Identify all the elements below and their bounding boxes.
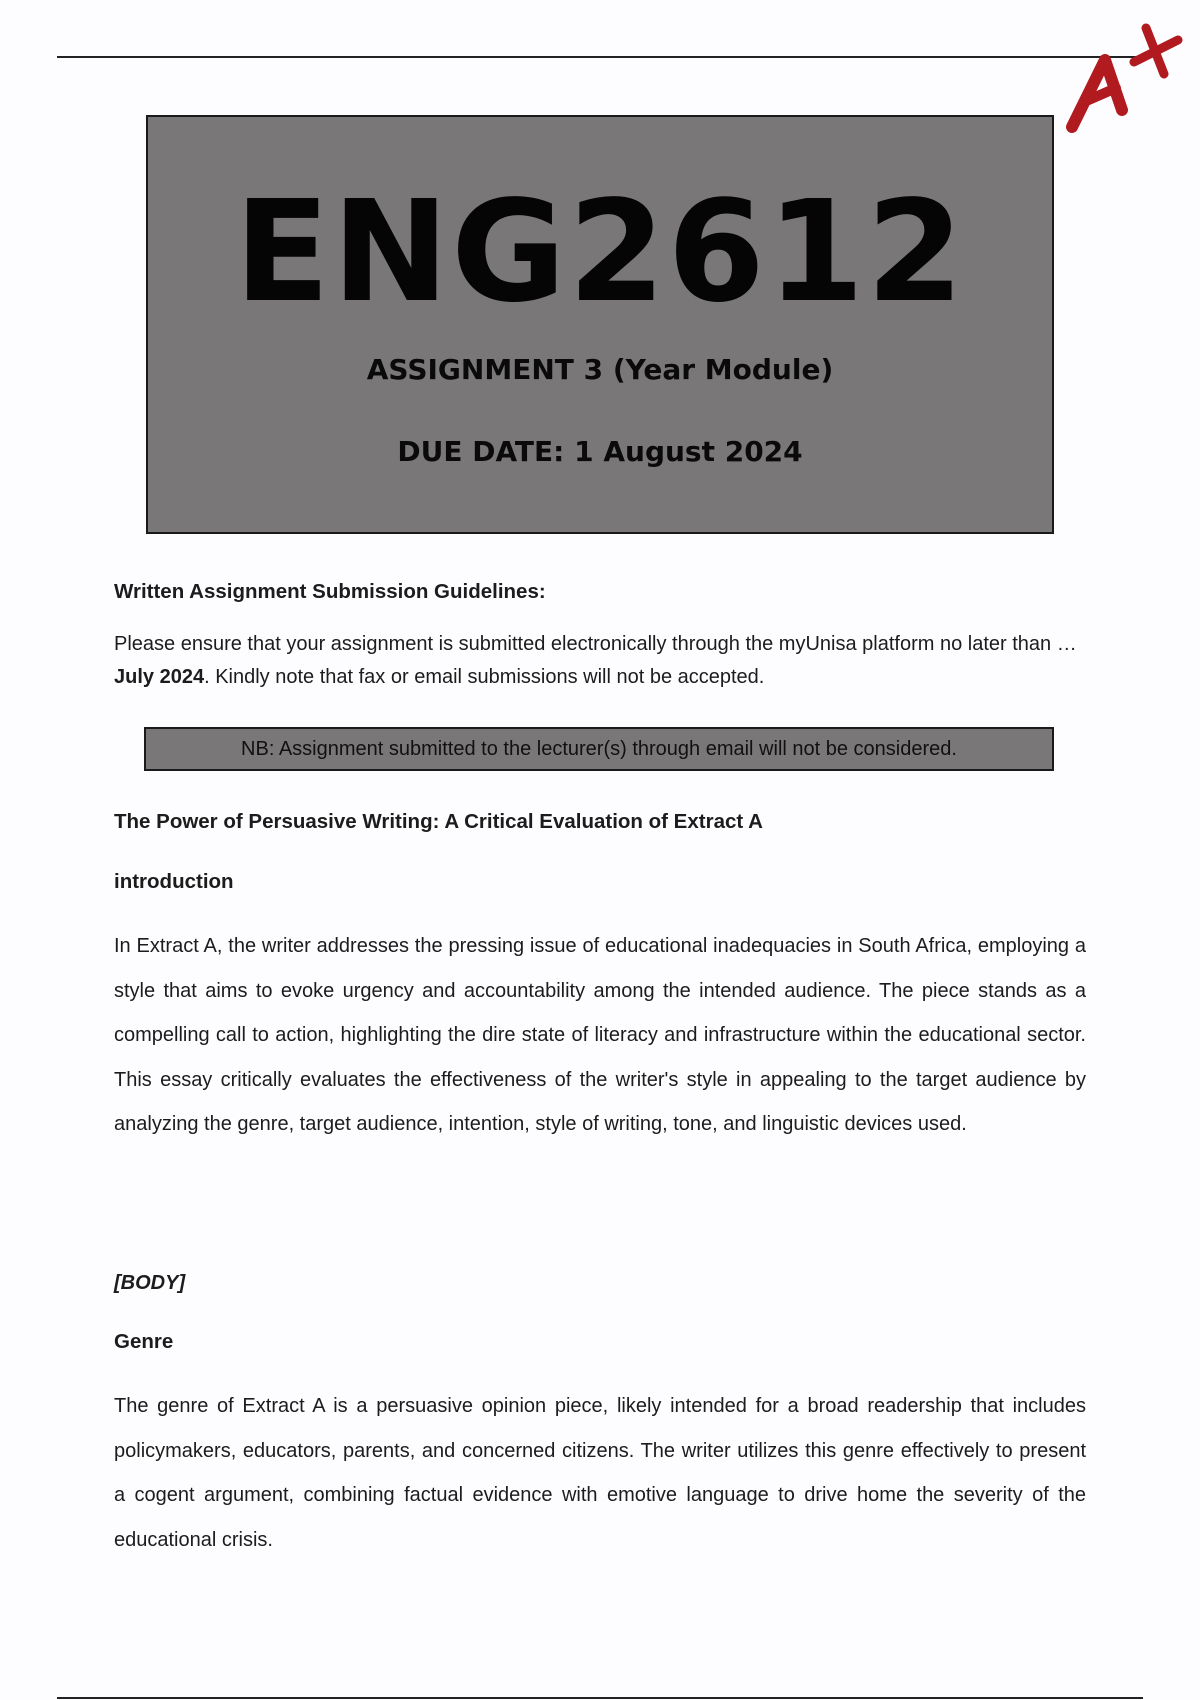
- nb-notice: NB: Assignment submitted to the lecturer(s) through email will not be considered.: [144, 727, 1054, 771]
- course-code: ENG2612: [234, 171, 966, 334]
- guidelines-heading: Written Assignment Submission Guidelines:: [114, 580, 546, 603]
- body-marker: [BODY]: [114, 1272, 186, 1294]
- intro-paragraph: In Extract A, the writer addresses the pressing issue of educational inadequacies in South Africa, employing a style that aims to evoke urgency and accountability among the intended audience. The piece stands as a compelling call to action, highlighting the dire state of literacy and infrastructure within the educational sector. This essay critically evaluates the effectiveness of the writer's style in appealing to the target audience by analyzing the genre, target audience, intention, style of writing, tone, and linguistic devices used.: [114, 935, 1086, 1135]
- due-date: DUE DATE: 1 August 2024: [397, 435, 803, 468]
- intro-heading: introduction: [114, 870, 234, 893]
- cover-box: [146, 115, 1054, 534]
- genre-paragraph: The genre of Extract A is a persuasive opinion piece, likely intended for a broad readership that includes policymakers, educators, parents, and concerned citizens. The writer utilizes this genre effectively to present a cogent argument, combining factual evidence with emotive language to drive home the severity of the educational crisis.: [114, 1395, 1086, 1551]
- guidelines-text-after: . Kindly note that fax or email submissions will not be accepted.: [204, 666, 765, 688]
- top-rule: [57, 56, 1143, 58]
- assignment-title: ASSIGNMENT 3 (Year Module): [366, 353, 834, 386]
- essay-title: The Power of Persuasive Writing: A Critical Evaluation of Extract A: [114, 810, 763, 833]
- guidelines-deadline: July 2024: [114, 666, 205, 688]
- genre-heading: Genre: [114, 1330, 174, 1353]
- guidelines-text-before: Please ensure that your assignment is submitted electronically through the myUnisa platform no later than …: [114, 633, 1077, 655]
- bottom-rule: [57, 1697, 1143, 1699]
- grade-stamp-icon: [1060, 22, 1190, 142]
- guidelines-paragraph: [114, 628, 1086, 694]
